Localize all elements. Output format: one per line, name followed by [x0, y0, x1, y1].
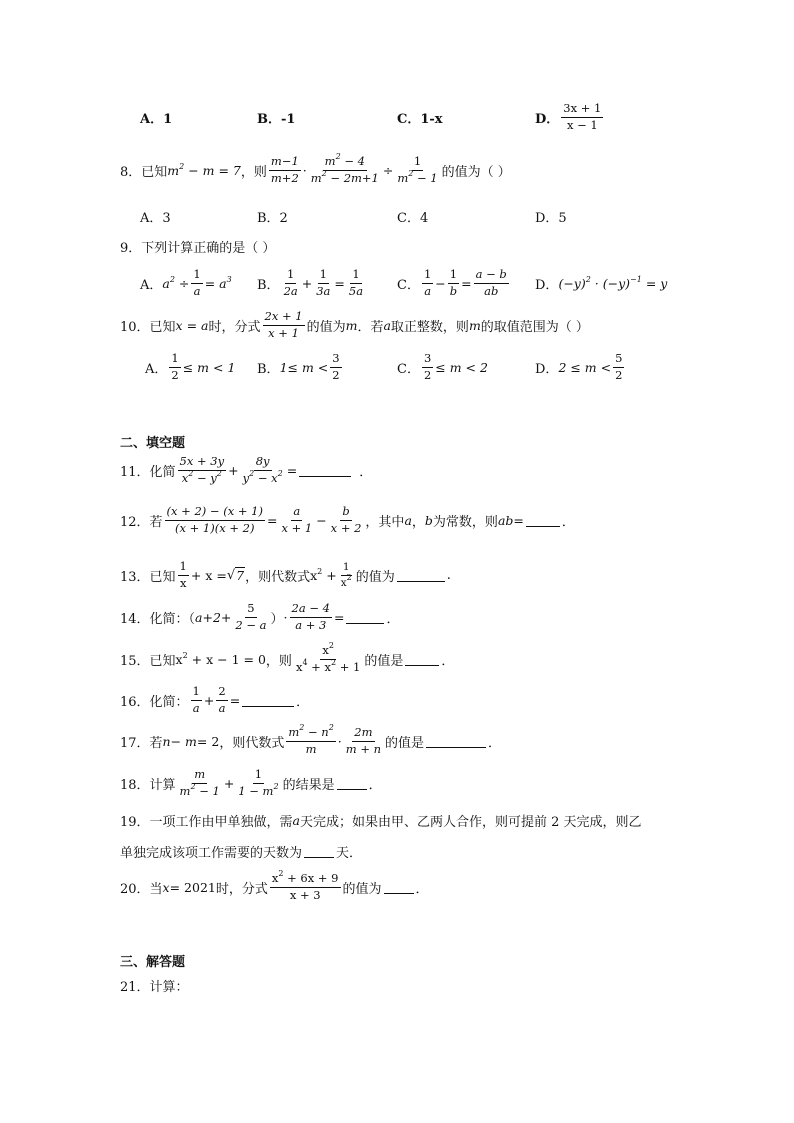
question-10: 10．已知 x = a 时，分式 $\frac{2x + 1}{x + 1}$ 的值为 m ．若 a 取正整数，则 m 的取值范围为（ ）: [120, 309, 589, 340]
q8-option-b: B．2: [257, 210, 288, 226]
question-20: 20．当 x = 2021 时，分式 $\frac{x^2 + 6x + 9}{x + 3}$ 的值为 ．: [120, 869, 429, 902]
question-14: 14．化简：（ a+2+ $\frac{5}{2 - a}$ ） · $\frac{2a - 4}{a + 3}$ = ．: [120, 601, 400, 632]
q8-option-d: D．5: [535, 210, 567, 226]
q7-option-c: C．1-x: [397, 111, 443, 127]
q10-option-b: B． 1≤ m < $\frac{3}{2}$: [257, 351, 340, 382]
q7-option-a: A．1: [140, 111, 173, 127]
question-18: 18．计算 $\frac{m}{m^2 - 1}$ + $\frac{1}{1 - m^2}$ 的结果是 ．: [120, 767, 382, 798]
question-17: 17．若 n− m = 2 ，则代数式 $\frac{m^2 - n^2}{m}$ · $\frac{2m}{m + n}$ 的值是 ．: [120, 723, 502, 756]
section-problem-solving: 三、解答题: [120, 955, 186, 970]
question-16: 16．化简： $\frac{1}{a}$ + $\frac{2}{a}$ = ．: [120, 684, 310, 715]
q9-option-b: B． $\frac{1}{2a}$ + $\frac{1}{3a}$ = $\frac{1}{5a}$: [257, 267, 364, 298]
q10-option-a: A． $\frac{1}{2}$ ≤ m < 1: [145, 351, 236, 382]
q7-option-b: B．-1: [257, 111, 296, 127]
section-fill-in-blanks: 二、填空题: [120, 436, 186, 451]
q9-option-a: A． $a^2$ ÷ $\frac{1}{a}$ = $a^3$: [140, 267, 232, 298]
question-12: 12．若 $\frac{(x + 2) - (x + 1)}{(x + 1)(x + 2)}$ = $\frac{a}{x + 1}$ − $\frac{b}{x + 2}$ ，其中 a ， b 为常数，则 ab = ．: [120, 504, 575, 535]
q9-option-c: C． $\frac{1}{a}$ − $\frac{1}{b}$ = $\frac{a - b}{ab}$: [397, 267, 507, 298]
question-13: 13．已知 $\frac{1}{x}$ + x = √ 7 ，则代数式 $x^2$ + $\frac{1}{x^2}$ 的值为 .: [120, 559, 451, 590]
question-19-line-2: 单独完成该项工作需要的天数为 天．: [120, 845, 363, 861]
question-11: 11．化简 $\frac{5x + 3y}{x^2 - y^2}$ + $\frac{8y}{y^2 - x^2}$ = ．: [120, 454, 373, 485]
question-8: 8．已知 $m^2 - m = 7$ ，则 $\frac{m-1}{m+2}$ · $\frac{m^2 - 4}{m^2 - 2m+1}$ ÷ $\frac{1}{m^2 - 1}$ 的值为（ ）: [120, 152, 511, 185]
q8-option-c: C．4: [397, 210, 429, 226]
question-19-line-1: 19．一项工作由甲单独做，需 a 天完成；如果由甲、乙两人合作，则可提前 2 天完成，则乙: [120, 812, 642, 830]
q9-option-d: D． $(-y)^2 \cdot (-y)^{-1} = y$: [535, 274, 668, 293]
q10-option-d: D． 2 ≤ m < $\frac{5}{2}$: [535, 351, 623, 382]
q7-option-d: D． $\frac{3x + 1}{x - 1}$: [535, 101, 602, 132]
question-15: 15．已知 $x^2 + x - 1 = 0$ ，则 $\frac{x^2}{x^4 + x^2 + 1}$ 的值是 ．: [120, 641, 455, 674]
question-21: 21．计算：: [120, 979, 189, 995]
q8-option-a: A．3: [140, 210, 171, 226]
q10-option-c: C． $\frac{3}{2}$ ≤ m < 2: [397, 351, 488, 382]
question-9: 9．下列计算正确的是（ ）: [120, 240, 276, 256]
